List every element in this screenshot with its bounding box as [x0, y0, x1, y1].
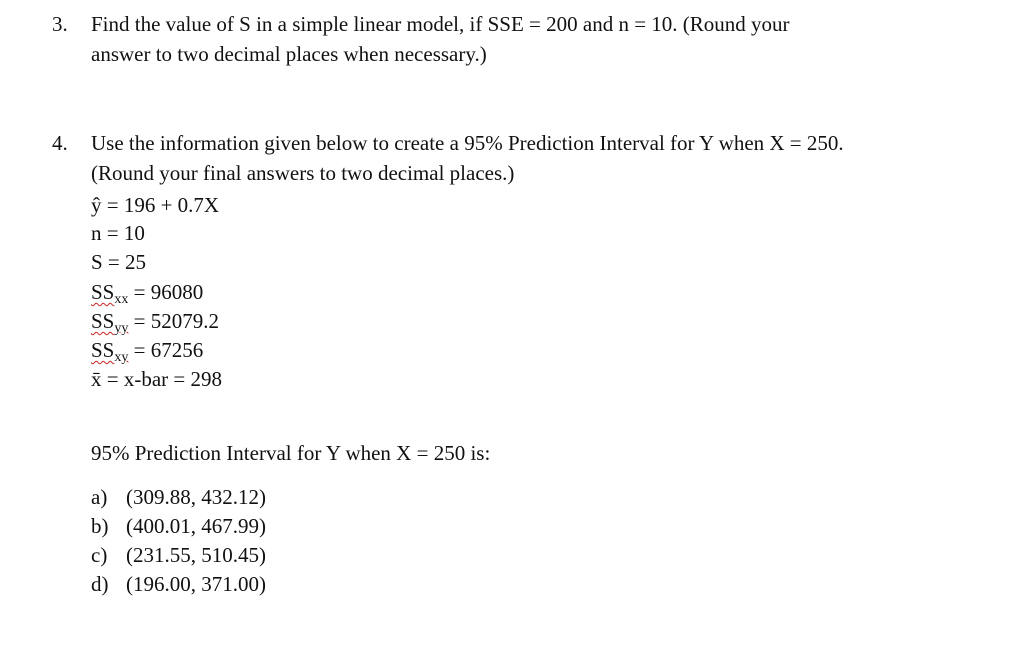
option-d-letter: d): [91, 572, 109, 596]
question-4-text-line-2: (Round your final answers to two decimal places.): [91, 161, 515, 185]
prediction-interval-prompt: 95% Prediction Interval for Y when X = 250 is:: [91, 441, 491, 465]
option-d-value: (196.00, 371.00): [126, 572, 266, 596]
ssyy-label: $SS_{yy}$: [91, 309, 129, 336]
x-bar-given: x̄ = x-bar = 298: [91, 367, 222, 391]
sample-size: n = 10: [91, 221, 145, 245]
ssxy-label: $SS_{xy}$: [91, 338, 129, 365]
option-c-value: (231.55, 510.45): [126, 543, 266, 567]
question-3-text-line-1: Find the value of S in a simple linear model, if SSE = 200 and n = 10. (Round your: [91, 12, 790, 36]
option-c-letter: c): [91, 543, 108, 567]
ssyy-value: = 52079.2: [128, 309, 219, 333]
question-4-number: 4.: [52, 131, 68, 155]
regression-equation: ŷ = 196 + 0.7X: [91, 193, 220, 217]
question-4-text-line-1: Use the information given below to create a 95% Prediction Interval for Y when X = 250.: [91, 131, 844, 155]
question-3-number: 3.: [52, 12, 68, 36]
question-3-text-line-2: answer to two decimal places when necessary.): [91, 42, 487, 66]
option-b-letter: b): [91, 514, 109, 538]
option-a-value: (309.88, 432.12): [126, 485, 266, 509]
ssxx-label: $SS_{xx}$: [91, 280, 129, 307]
option-b-value: (400.01, 467.99): [126, 514, 266, 538]
standard-error: S = 25: [91, 250, 147, 274]
ssxy-value: = 67256: [128, 338, 204, 362]
ssxx-value: = 96080: [128, 280, 204, 304]
option-a-letter: a): [91, 485, 108, 509]
